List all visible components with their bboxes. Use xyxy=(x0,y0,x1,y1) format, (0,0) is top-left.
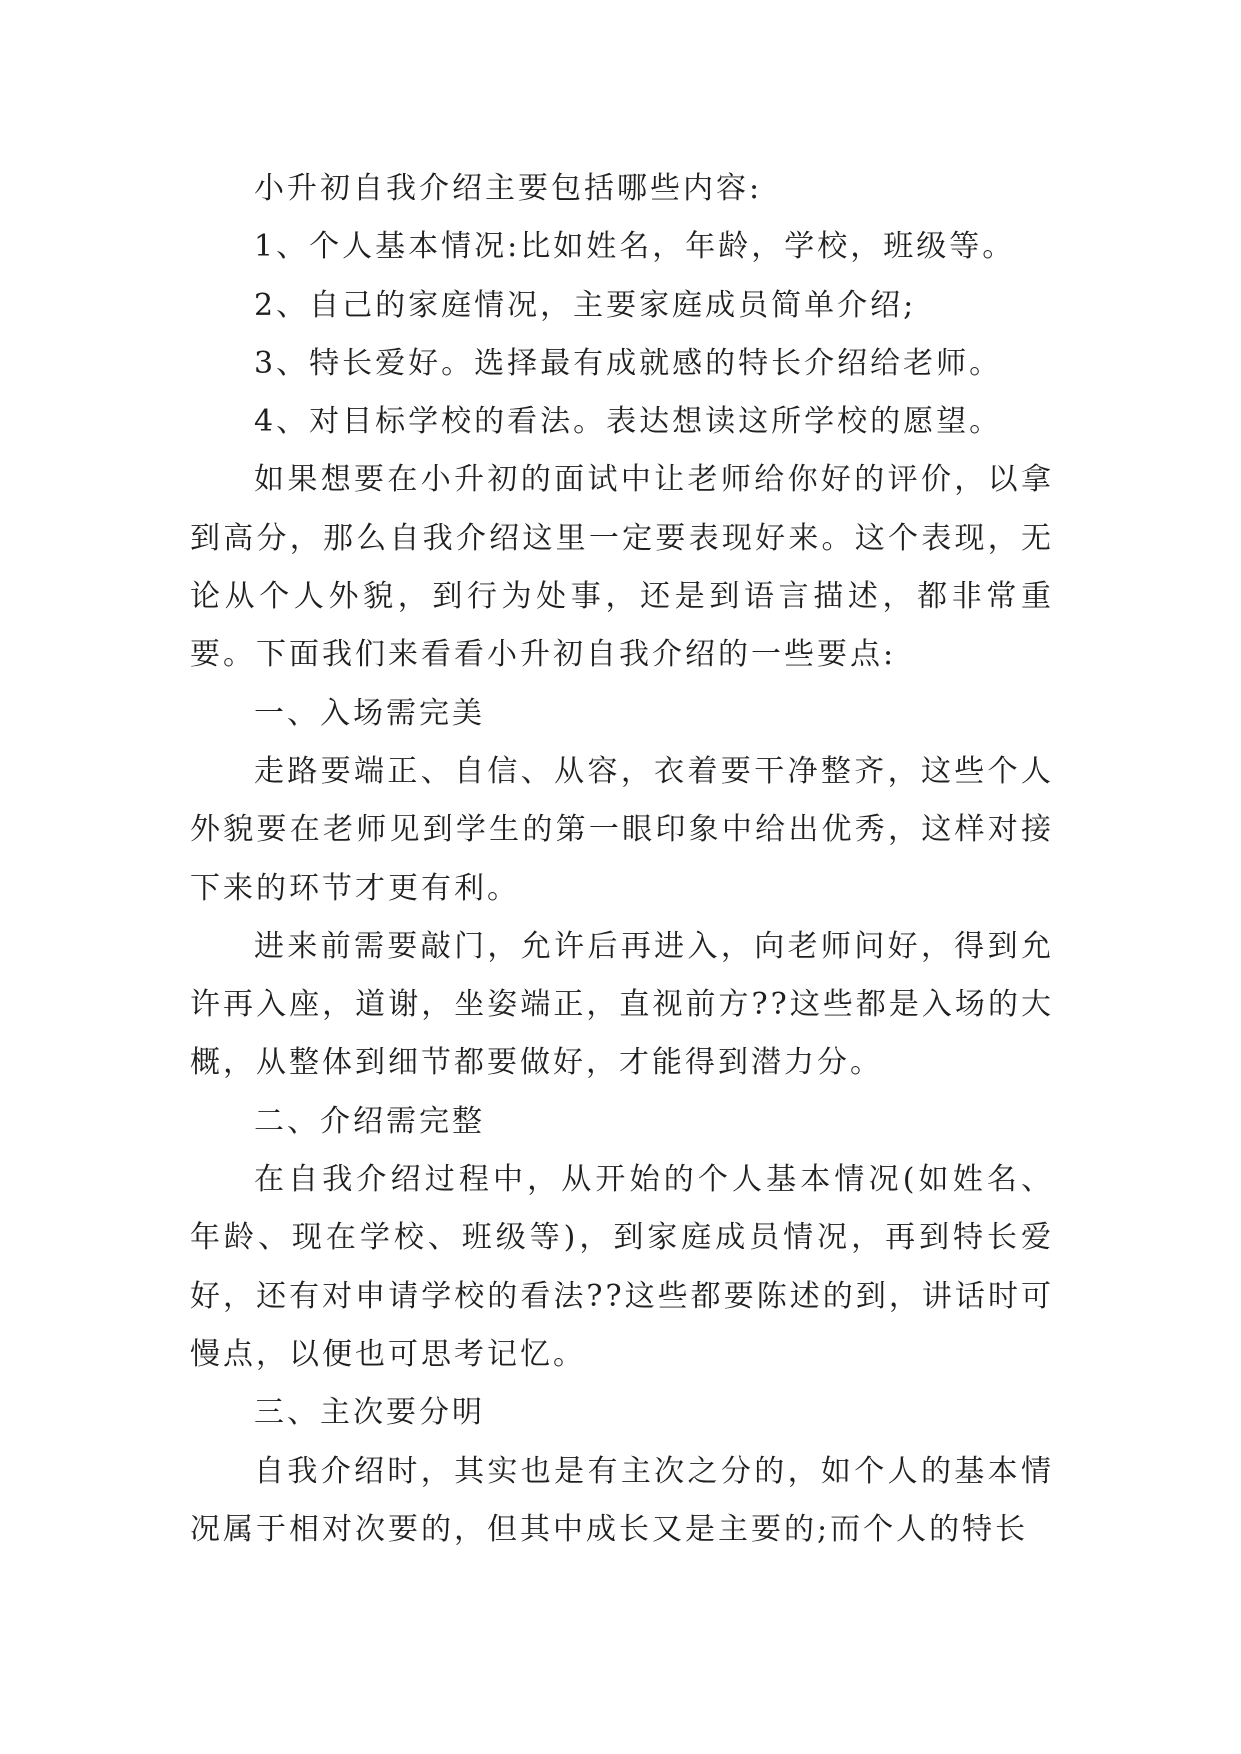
section-heading-complete: 二、介绍需完整 xyxy=(254,1103,485,1139)
list-item-school-view: 4、对目标学校的看法。表达想读这所学校的愿望。 xyxy=(254,404,1003,440)
section-heading-entrance: 一、入场需完美 xyxy=(254,695,485,731)
document-body xyxy=(190,160,1054,1559)
paragraph-etiquette: 进来前需要敲门，允许后再进入，向老师问好，得到允许再入座，道谢，坐姿端正，直视前方??这些都是入场的大概，从整体到细节都要做好，才能得到潜力分。 xyxy=(190,928,1054,1081)
paragraph-intro-question: 小升初自我介绍主要包括哪些内容: xyxy=(254,171,763,206)
paragraph-priority: 自我介绍时，其实也是有主次之分的，如个人的基本情况属于相对次要的，但其中成长又是主要的;而个人的特长 xyxy=(190,1453,1054,1547)
list-item-basic-info: 1、个人基本情况:比如姓名，年龄，学校，班级等。 xyxy=(254,229,1016,265)
paragraph-appearance: 走路要端正、自信、从容，衣着要干净整齐，这些个人外貌要在老师见到学生的第一眼印象中给出优秀，这样对接下来的环节才更有利。 xyxy=(190,753,1054,906)
list-item-hobbies: 3、特长爱好。选择最有成就感的特长介绍给老师。 xyxy=(254,345,1003,381)
list-item-family: 2、自己的家庭情况，主要家庭成员简单介绍; xyxy=(254,287,917,323)
paragraph-complete-intro: 在自我介绍过程中，从开始的个人基本情况(如姓名、年龄、现在学校、班级等)，到家庭成员情况，再到特长爱好，还有对申请学校的看法??这些都要陈述的到，讲话时可慢点，以便也可思考记忆。 xyxy=(190,1162,1054,1372)
paragraph-interview-tips: 如果想要在小升初的面试中让老师给你好的评价，以拿到高分，那么自我介绍这里一定要表现好来。这个表现，无论从个人外貌，到行为处事，还是到语言描述，都非常重要。下面我们来看看小升初自我介绍的一些要点: xyxy=(190,462,1054,673)
section-heading-priority: 三、主次要分明 xyxy=(254,1395,485,1431)
